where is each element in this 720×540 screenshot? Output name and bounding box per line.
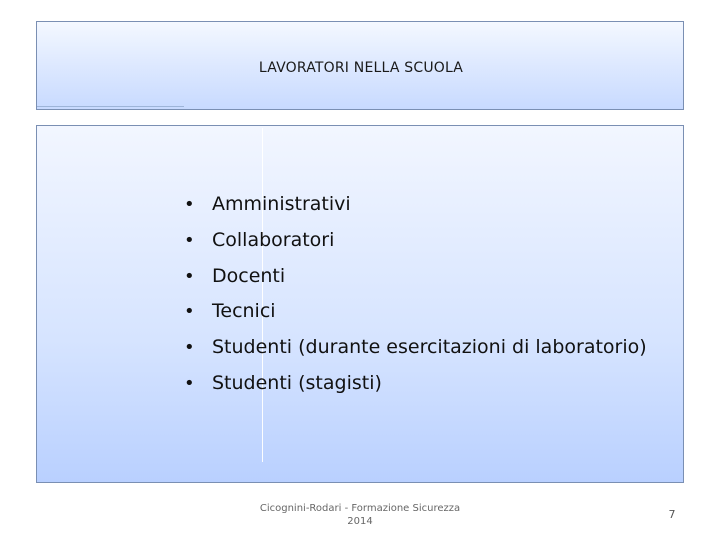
footer-line-1: Cicognini-Rodari - Formazione Sicurezza xyxy=(259,503,461,514)
bullet-dot-icon: • xyxy=(184,194,195,215)
footer xyxy=(250,502,470,528)
bullet-text: Studenti (stagisti) xyxy=(212,371,382,394)
content-box xyxy=(36,125,684,483)
page-number: 7 xyxy=(668,508,676,521)
footer-line-2: 2014 xyxy=(347,516,373,527)
title-box xyxy=(36,21,684,110)
bullet-text: Docenti xyxy=(212,264,286,287)
bullet-text: Amministrativi xyxy=(212,193,351,215)
bullet-dot-icon: • xyxy=(184,265,195,287)
bullet-dot-icon: • xyxy=(184,372,195,394)
bullet-text: Collaboratori xyxy=(212,228,335,251)
bullet-dot-icon: • xyxy=(184,229,195,251)
bullet-dot-icon: • xyxy=(184,301,195,323)
slide-title: LAVORATORI NELLA SCUOLA xyxy=(258,60,464,76)
bullet-text: Tecnici xyxy=(212,300,276,323)
bullet-text: Studenti (durante esercitazioni di laboratorio) xyxy=(212,336,647,359)
bullet-dot-icon: • xyxy=(184,337,195,359)
title-accent-line xyxy=(37,106,184,107)
